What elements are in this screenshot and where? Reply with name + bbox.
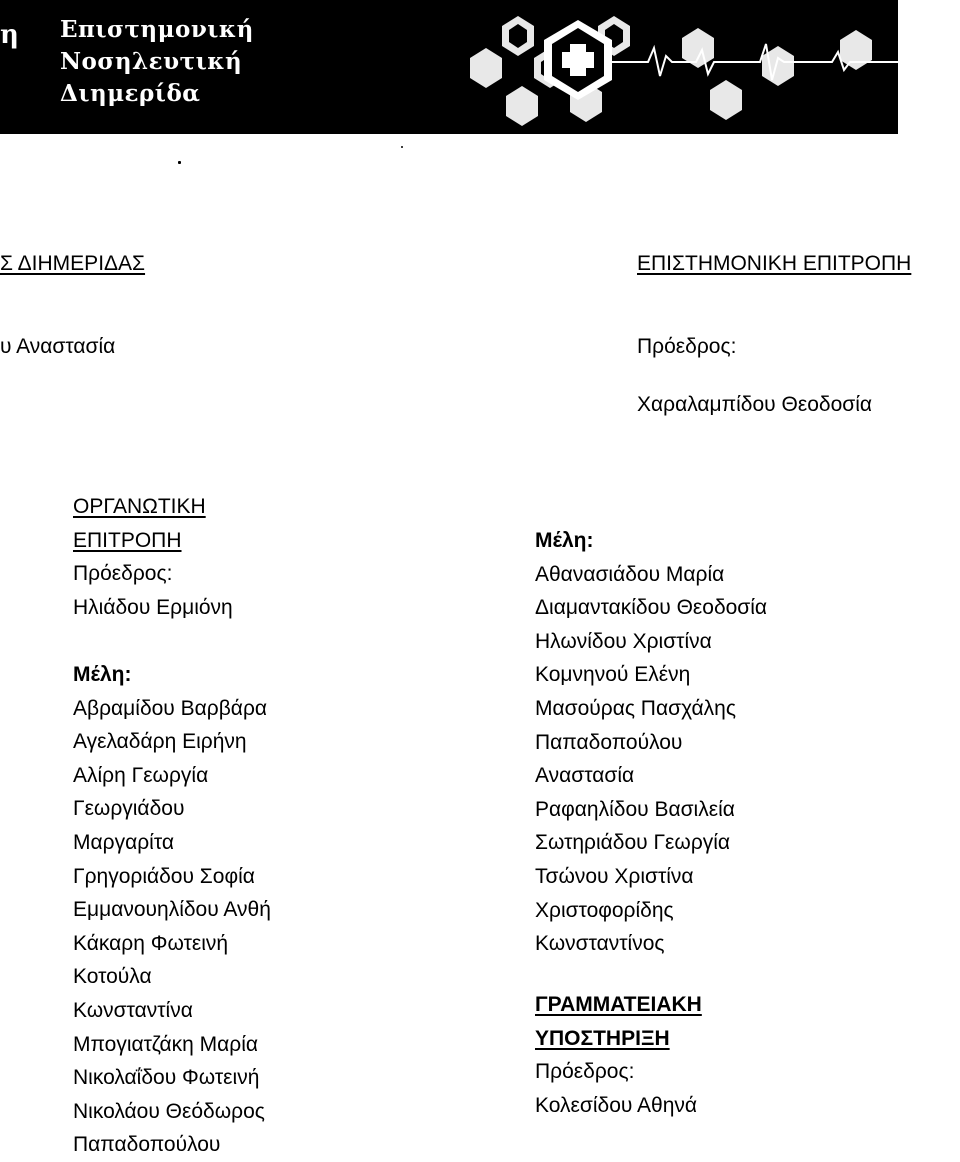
list-item: Παπαδοπούλου	[535, 730, 683, 754]
secretarial-support	[535, 988, 702, 1122]
scientific-president-name: Χαραλαμπίδου Θεοδοσία	[637, 393, 873, 416]
organizing-committee	[73, 490, 271, 1162]
banner-cut-letter: η	[0, 20, 19, 50]
list-item: Αγελαδάρη Ειρήνη	[73, 730, 247, 754]
secretarial-heading-line-1: ΓΡΑΜΜΑΤΕΙΑΚΗ	[535, 993, 702, 1016]
list-item: Κωνσταντίνος	[535, 932, 665, 956]
list-item: Κάκαρη Φωτεινή	[73, 931, 229, 955]
list-item: Αλίρη Γεωργία	[73, 763, 209, 787]
list-item: Κοτούλα	[73, 965, 152, 989]
scientific-members	[535, 524, 767, 961]
list-item: Εμμανουηλίδου Ανθή	[73, 898, 271, 922]
list-item: Αναστασία	[535, 764, 635, 788]
list-item: Αβραμίδου Βαρβάρα	[73, 696, 268, 720]
list-item: Χριστοφορίδης	[535, 898, 674, 922]
secretarial-president-name: Κολεσίδου Αθηνά	[535, 1093, 698, 1117]
organizing-heading-line-1: ΟΡΓΑΝΩΤΙΚΗ	[73, 495, 206, 518]
medical-cross-hexagon-graphic	[460, 0, 898, 134]
speck-2	[401, 146, 403, 148]
scientific-members-label: Μέλη:	[535, 529, 594, 552]
header-banner	[0, 0, 898, 134]
left-committee-heading: Σ ΔΙΗΜΕΡΙΔΑΣ	[0, 252, 146, 275]
banner-title	[60, 14, 254, 110]
list-item: Κομνηνού Ελένη	[535, 663, 691, 687]
list-item: Νικολαΐδου Φωτεινή	[73, 1066, 260, 1090]
secretarial-heading-line-2: ΥΠΟΣΤΗΡΙΞΗ	[535, 1026, 670, 1050]
secretarial-president-role: Πρόεδρος:	[535, 1060, 635, 1084]
list-item: Γεωργιάδου	[73, 797, 185, 821]
list-item: Τσώνου Χριστίνα	[535, 864, 694, 888]
list-item: Νικολάου Θεόδωρος	[73, 1099, 265, 1123]
scientific-president-role: Πρόεδρος:	[637, 335, 737, 358]
list-item: Κωνσταντίνα	[73, 998, 193, 1022]
organizing-members-label: Μέλη:	[73, 662, 132, 686]
scientific-committee-heading: ΕΠΙΣΤΗΜΟΝΙΚΗ ΕΠΙΤΡΟΠΗ	[637, 252, 912, 275]
list-item: Ηλωνίδου Χριστίνα	[535, 629, 712, 653]
list-item: Γρηγοριάδου Σοφία	[73, 864, 255, 888]
list-item: Παπαδοπούλου	[73, 1133, 221, 1157]
list-item: Σωτηριάδου Γεωργία	[535, 831, 731, 855]
speck-1	[178, 161, 181, 164]
left-committee-name: υ Αναστασία	[0, 335, 116, 358]
list-item: Διαμαντακίδου Θεοδοσία	[535, 596, 768, 620]
banner-title-line-3: Διημερίδα	[60, 80, 201, 107]
list-item: Μασούρας Πασχάλης	[535, 696, 736, 720]
organizing-president-name: Ηλιάδου Ερμιόνη	[73, 595, 233, 619]
list-item: Μαργαρίτα	[73, 830, 174, 854]
banner-title-line-1: Επιστημονική	[60, 16, 254, 43]
list-item: Ραφαηλίδου Βασιλεία	[535, 797, 735, 821]
list-item: Μπογιατζάκη Μαρία	[73, 1032, 259, 1056]
list-item: Αθανασιάδου Μαρία	[535, 562, 725, 586]
banner-title-line-2: Νοσηλευτική	[60, 48, 243, 75]
organizing-spacer	[73, 624, 271, 658]
organizing-president-role: Πρόεδρος:	[73, 562, 173, 586]
organizing-heading-line-2: ΕΠΙΤΡΟΠΗ	[73, 528, 182, 552]
